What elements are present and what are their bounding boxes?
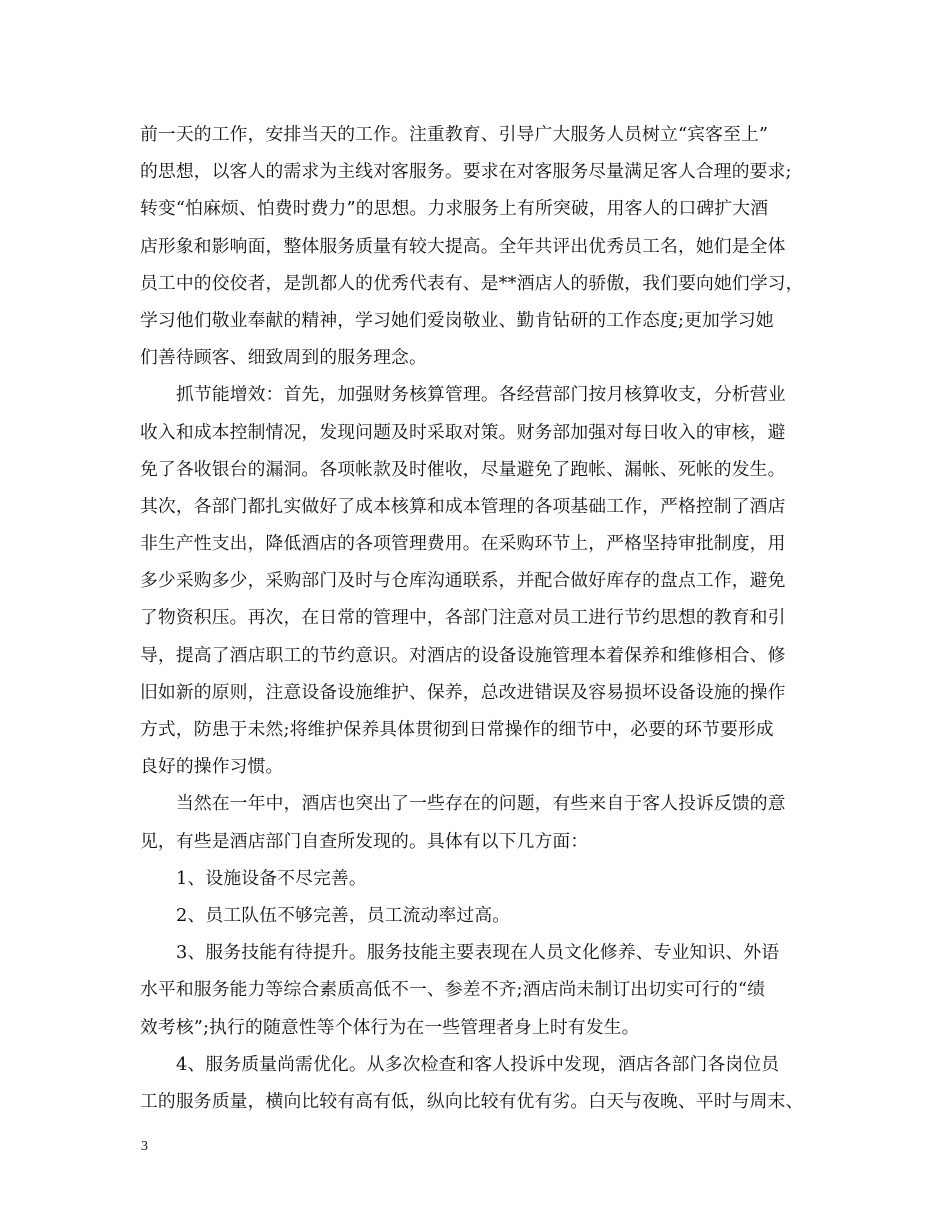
body-text [140, 116, 830, 1120]
text-line: 免了各收银台的漏洞。各项帐款及时催收，尽量避免了跑帐、漏帐、死帐的发生。 [140, 458, 786, 480]
text-line: 学习他们敬业奉献的精神，学习她们爱岗敬业、勤肯钻研的工作态度;更加学习她 [140, 309, 774, 331]
paragraph-start-line: 当然在一年中，酒店也突出了一些存在的问题，有些来自于客人投诉反馈的意 [176, 793, 786, 815]
page-number: 3 [141, 1139, 148, 1154]
list-item-line: 2、员工队伍不够完善，员工流动率过高。 [176, 904, 511, 926]
text-line: 其次，各部门都扎实做好了成本核算和成本管理的各项基础工作，严格控制了酒店 [140, 495, 786, 517]
text-line: 水平和服务能力等综合素质高低不一、参差不齐;酒店尚未制订出切实可行的“绩 [140, 979, 766, 1001]
text-line: 店形象和影响面，整体服务质量有较大提高。全年共评出优秀员工名，她们是全体 [140, 235, 786, 257]
text-line: 员工中的佼佼者，是凯都人的优秀代表有、是**酒店人的骄傲，我们要向她们学习， [140, 272, 804, 294]
text-line: 良好的操作习惯。 [140, 756, 284, 778]
list-item-line: 4、服务质量尚需优化。从多次检查和客人投诉中发现，酒店各部门各岗位员 [176, 1053, 780, 1075]
text-line: 效考核”;执行的随意性等个体行为在一些管理者身上时有发生。 [140, 1016, 640, 1038]
list-item-line: 3、服务技能有待提升。服务技能主要表现在人员文化修养、专业知识、外语 [176, 942, 780, 964]
text-line: 的思想，以客人的需求为主线对客服务。要求在对客服务尽量满足客人合理的要求; [140, 161, 792, 183]
text-line: 多少采购多少，采购部门及时与仓库沟通联系，并配合做好库存的盘点工作，避免 [140, 570, 786, 592]
text-line: 收入和成本控制情况，发现问题及时采取对策。财务部加强对每日收入的审核，避 [140, 421, 786, 443]
text-line: 见，有些是酒店部门自查所发现的。具体有以下几方面： [140, 830, 589, 852]
text-line: 非生产性支出，降低酒店的各项管理费用。在采购环节上，严格坚持审批制度，用 [140, 533, 786, 555]
text-line: 前一天的工作，安排当天的工作。注重教育、引导广大服务人员树立“宾客至上” [140, 124, 769, 145]
text-line: 旧如新的原则，注意设备设施维护、保养，总改进错误及容易损坏设备设施的操作 [140, 681, 786, 703]
list-item-line: 1、设施设备不尽完善。 [176, 867, 367, 889]
text-line: 导，提高了酒店职工的节约意识。对酒店的设备设施管理本着保养和维修相合、修 [140, 644, 786, 666]
text-line: 们善待顾客、细致周到的服务理念。 [140, 347, 427, 369]
paragraph-start-line: 抓节能增效：首先，加强财务核算管理。各经营部门按月核算收支，分析营业 [176, 384, 786, 406]
text-line: 了物资积压。再次，在日常的管理中，各部门注意对员工进行节约思想的教育和引 [140, 607, 786, 629]
text-line: 转变“怕麻烦、怕费时费力”的思想。力求服务上有所突破，用客人的口碑扩大酒 [140, 198, 769, 220]
text-line: 方式，防患于未然;将维护保养具体贯彻到日常操作的细节中，必要的环节要形成 [140, 719, 774, 740]
text-line: 工的服务质量，横向比较有高有低，纵向比较有优有劣。白天与夜晚、平时与周末、 [140, 1090, 804, 1112]
